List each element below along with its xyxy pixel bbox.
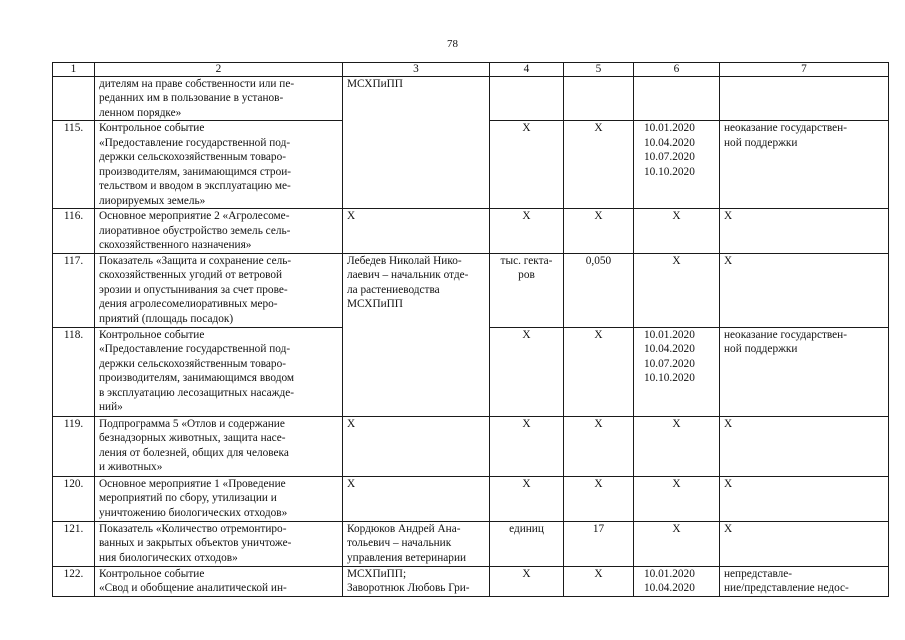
row-number: 116. [53,209,95,253]
plan-table [52,62,889,597]
row-date: X [634,476,720,521]
table-row [53,521,889,566]
row-value: X [564,327,634,416]
row-name: Контрольное событие «Предоставление государственной под- держки сельскохозяйственным товаро- производителям, занимающимся строи- тельством и вводом в эксплуатацию ме- лиорируемых земель» [95,121,343,209]
row-name: Контрольное событие «Предоставление государственной под- держки сельскохозяйственным товаро- производителям, занимающимся вводом в эксплуатацию лесозащитных насажде- ний» [95,327,343,416]
row-risk: X [720,476,889,521]
row-name: Основное мероприятие 2 «Агролесоме- лиоративное обустройство земель сель- скохозяйственного назначения» [95,209,343,253]
table-row [53,253,889,327]
column-header-4: 4 [490,63,564,77]
row-date: X [634,521,720,566]
row-date: X [634,209,720,253]
row-date: 10.01.2020 10.04.2020 10.07.2020 10.10.2020 [634,121,720,209]
row-unit: X [490,566,564,596]
row-responsible: X [343,416,490,476]
row-unit: X [490,416,564,476]
row-risk: X [720,521,889,566]
row-risk [720,77,889,121]
table-row [53,209,889,253]
table-row [53,476,889,521]
row-risk: X [720,253,889,327]
row-unit: X [490,476,564,521]
row-number: 119. [53,416,95,476]
row-risk: неоказание государствен- ной поддержки [720,121,889,209]
row-number: 115. [53,121,95,209]
table-row [53,416,889,476]
row-responsible [343,121,490,209]
row-responsible: Лебедев Николай Нико- лаевич – начальник отде- ла растениеводства МСХПиПП [343,253,490,327]
column-header-1: 1 [53,63,95,77]
table-row [53,121,889,209]
row-unit: X [490,209,564,253]
row-value [564,77,634,121]
row-unit: X [490,121,564,209]
row-value: 17 [564,521,634,566]
table-row [53,327,889,416]
page-number: 78 [447,38,458,50]
column-header-5: 5 [564,63,634,77]
row-name: Показатель «Количество отремонтиро- ванных и закрытых объектов уничтоже- ния биологических отходов» [95,521,343,566]
column-header-7: 7 [720,63,889,77]
row-name: Подпрограмма 5 «Отлов и содержание безнадзорных животных, защита насе- ления от болезней, общих для человека и животных» [95,416,343,476]
row-date: X [634,253,720,327]
row-unit: единиц [490,521,564,566]
row-value: X [564,476,634,521]
row-unit: тыс. гекта- ров [490,253,564,327]
row-responsible [343,327,490,416]
row-number: 120. [53,476,95,521]
row-number: 121. [53,521,95,566]
table-row [53,77,889,121]
row-responsible: X [343,209,490,253]
row-risk: X [720,416,889,476]
row-risk: X [720,209,889,253]
row-risk: неоказание государствен- ной поддержки [720,327,889,416]
row-number: 118. [53,327,95,416]
column-header-row [53,63,889,77]
row-date [634,77,720,121]
row-number [53,77,95,121]
row-name: Контрольное событие «Свод и обобщение аналитической ин- [95,566,343,596]
row-unit [490,77,564,121]
row-risk: непредставле- ние/представление недос- [720,566,889,596]
row-date: X [634,416,720,476]
row-responsible: МСХПиПП [343,77,490,121]
row-name: Основное мероприятие 1 «Проведение мероприятий по сбору, утилизации и уничтожению биологических отходов» [95,476,343,521]
row-value: X [564,209,634,253]
row-value: X [564,416,634,476]
row-number: 117. [53,253,95,327]
table-row [53,566,889,596]
row-value: 0,050 [564,253,634,327]
column-header-2: 2 [95,63,343,77]
row-date: 10.01.2020 10.04.2020 [634,566,720,596]
row-name: дителям на праве собственности или пе- реданних им в пользование в установ- ленном порядке» [95,77,343,121]
row-number: 122. [53,566,95,596]
column-header-3: 3 [343,63,490,77]
row-value: X [564,121,634,209]
column-header-6: 6 [634,63,720,77]
row-responsible: МСХПиПП; Заворотнюк Любовь Гри- [343,566,490,596]
row-value: X [564,566,634,596]
row-unit: X [490,327,564,416]
row-date: 10.01.2020 10.04.2020 10.07.2020 10.10.2020 [634,327,720,416]
row-responsible: X [343,476,490,521]
row-responsible: Кордюков Андрей Ана- тольевич – начальник управления ветеринарии [343,521,490,566]
row-name: Показатель «Защита и сохранение сель- скохозяйственных угодий от ветровой эрозии и опустынивания за счет прове- дения агролесомелиоративных меро- приятий (площадь посадок) [95,253,343,327]
